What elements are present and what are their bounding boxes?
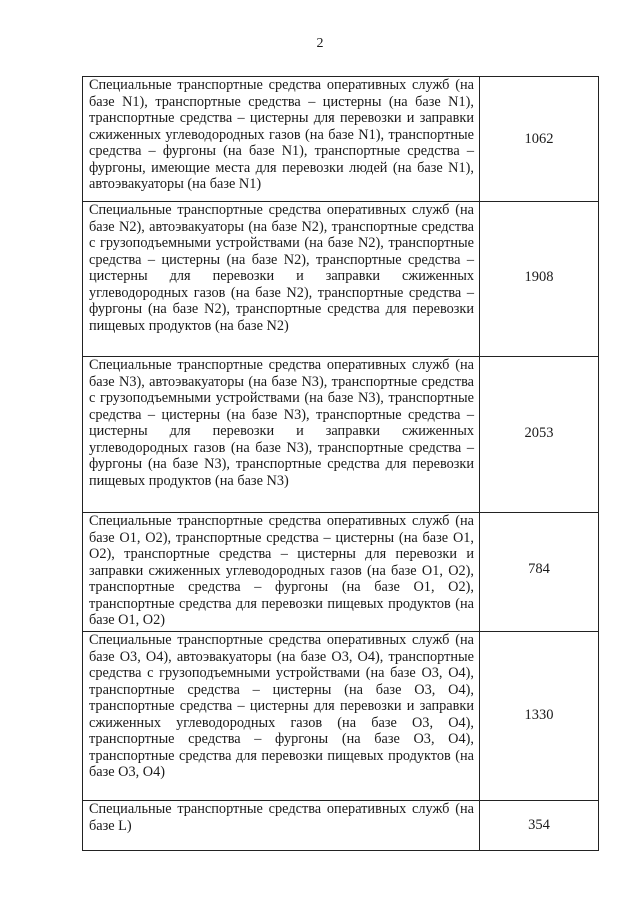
value-cell (480, 202, 599, 357)
value-text: 2053 (524, 425, 554, 441)
table-row (83, 801, 599, 851)
value-text: 1062 (524, 131, 554, 147)
table-row (83, 632, 599, 801)
page-number: 2 (316, 36, 324, 51)
value-cell (480, 513, 599, 632)
table-row (83, 77, 599, 202)
table-row (83, 202, 599, 357)
vehicle-description-cell (83, 357, 480, 513)
vehicle-description-cell (83, 632, 480, 801)
value-cell (480, 632, 599, 801)
vehicle-description-cell (83, 202, 480, 357)
vehicle-description-text: Специальные транспортные средства оперативных служб (на базе O3, O4), автоэвакуаторы (на базе O3, O4), транспортные средства с грузоподъемными устройствами (на базе O3, O4), транспортные средства – цистерны (на базе O3, O4), транспортные средства – цистерны для перевозки и заправки сжиженных углеводородных газов (на базе O3, O4), транспортные средства – фургоны (на базе O3, O4), транспортные средства для перевозки пищевых продуктов (на базе O3, O4) (89, 632, 474, 780)
vehicle-description-text: Специальные транспортные средства оперативных служб (на базе N2), автоэвакуаторы (на базе N2), транспортные средства с грузоподъемными устройствами (на базе N2), транспортные средства – цистерны (на базе N2), транспортные средства – цистерны для перевозки и заправки сжиженных углеводородных газов (на базе N2), транспортные средства – фургоны (на базе N2), транспортные средства для перевозки пищевых продуктов (на базе N2) (89, 202, 474, 334)
value-cell (480, 77, 599, 202)
vehicle-description-text: Специальные транспортные средства оперативных служб (на базе O1, O2), транспортные средства – цистерны (на базе O1, O2), транспортные средства – цистерны для перевозки и заправки сжиженных углеводородных газов (на базе O1, O2), транспортные средства – фургоны (на базе O1, O2), транспортные средства для перевозки пищевых продуктов (на базе O1, O2) (89, 513, 474, 628)
table-row (83, 357, 599, 513)
vehicle-description-cell (83, 513, 480, 632)
vehicle-description-cell (83, 801, 480, 851)
vehicle-description-text: Специальные транспортные средства оперативных служб (на базе L) (89, 801, 474, 834)
value-text: 784 (528, 561, 550, 577)
vehicle-category-table (82, 76, 599, 851)
value-text: 1908 (524, 269, 554, 285)
value-text: 354 (528, 817, 550, 833)
value-cell (480, 801, 599, 851)
value-cell (480, 357, 599, 513)
vehicle-description-text: Специальные транспортные средства оперативных служб (на базе N1), транспортные средства – цистерны (на базе N1), транспортные средства – цистерны для перевозки и заправки сжиженных углеводородных газов (на базе N1), транспортные средства – фургоны (на базе N1), транспортные средства – фургоны, имеющие места для перевозки людей (на базе N1), автоэвакуаторы (на базе N1) (89, 77, 474, 192)
vehicle-description-text: Специальные транспортные средства оперативных служб (на базе N3), автоэвакуаторы (на базе N3), транспортные средства с грузоподъемными устройствами (на базе N3), транспортные средства – цистерны (на базе N3), транспортные средства – цистерны для перевозки и заправки сжиженных углеводородных газов (на базе N3), транспортные средства – фургоны (на базе N3), транспортные средства для перевозки пищевых продуктов (на базе N3) (89, 357, 474, 489)
vehicle-description-cell (83, 77, 480, 202)
table-row (83, 513, 599, 632)
value-text: 1330 (524, 707, 554, 723)
